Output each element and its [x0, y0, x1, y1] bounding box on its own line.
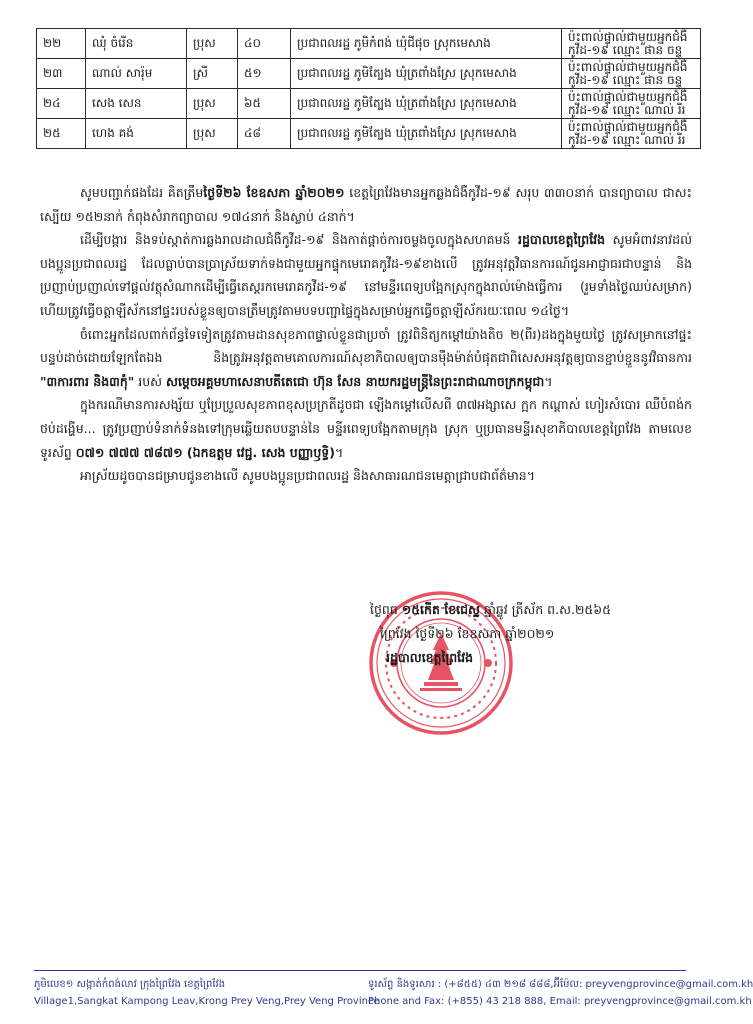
announcement-body	[40, 181, 692, 488]
contact-note-line2: កូវីដ-១៩ ឈ្មោះ ផាន ចន្ទូ	[568, 72, 683, 87]
text-run: ថ្ងៃពុធ	[370, 602, 402, 617]
patient-sex: ស្រី	[187, 59, 238, 89]
row-number: ២២	[37, 29, 86, 59]
paragraph-symptoms	[40, 393, 692, 464]
text-run: ក្នុងករណីមានការសង្ស័យ ឬប្រែប្រួលសុខភាពខុសប្រក្រតីដូចជា ឡើងកម្តៅលើសពី ៣៧អង្សាសេ ក្អក កណ្តាស់ ហៀរសំបោរ ឈឺបំពង់ក ថប់ដង្ហើម... ត្រូវប្រញាប់ទំនាក់ទំនងទៅក្រុមឆ្លើយតបបន្ទាន់នៃ មន្ទីរពេទ្យបង្អែកតាមក្រុង ស្រុក ឬប្រធានមន្ទីរសុខាភិបាលខេត្តព្រៃវែង តាមលេខទូរស័ព្ទ	[40, 397, 692, 460]
hotline-number: ០៧១ ៧៧៧ ៧៨៧១ (ឯកឧត្តម វេជ្ជ. សេង បញ្ញាឫទ្ធិ)	[75, 444, 335, 460]
text-run: ខេត្តព្រៃវែងមានអ្នកឆ្លងជំងឺកូវីដ-១៩ សរុប ៣៣០នាក់ បានព្យាបាល ជាសះស្បើយ ១៥២នាក់ កំពុងសំរាកព្យាបាល ១៧៤នាក់ និងស្លាប់ ៤នាក់។	[40, 185, 693, 224]
paragraph-measures	[40, 323, 692, 394]
table-row	[37, 29, 701, 59]
signature-block	[360, 598, 680, 670]
patient-address: ប្រជាពលរដ្ឋ ភូមិត្បែង ឃុំត្រពាំងស្រែ ស្រុកមេសាង	[291, 89, 562, 119]
prime-minister-title: សម្តេចអគ្គមហាសេនាបតីតេជោ ហ៊ុន សែន នាយករដ្ឋមន្ត្រីនៃព្រះរាជាណាចក្រកម្ពុជា	[166, 373, 545, 389]
email-link[interactable]: preyvengprovince@gmail.com.kh	[585, 979, 753, 990]
footer-contact	[368, 976, 753, 1010]
text-run: ។	[544, 373, 553, 389]
contact-note	[562, 119, 701, 149]
letterhead-footer	[34, 976, 753, 1016]
contact-note-line1: ប៉ះពាល់ផ្ទាល់ជាមួយអ្នកជំងឺ	[568, 29, 688, 44]
text-run: ដើម្បីបង្ការ និងទប់ស្កាត់ការឆ្លងរាលដាលជំងឺកូវីដ-១៩ និងកាត់ផ្តាច់ការចម្លងចូលក្នុងសហគមន៍	[80, 232, 519, 248]
patient-age: ៤០	[238, 29, 291, 59]
patient-address: ប្រជាពលរដ្ឋ ភូមិត្បែង ឃុំត្រពាំងស្រែ ស្រុកមេសាង	[291, 59, 562, 89]
contact-note	[562, 89, 701, 119]
contact-note-line2: កូវីដ-១៩ ឈ្មោះ ណាល់ រីរ	[568, 102, 686, 117]
text-run: ចំពោះអ្នកដែលពាក់ព័ន្ធទៃទៀតត្រូវតាមដានសុខភាពផ្ទាល់ខ្លួនជាប្រចាំ ត្រូវពិនិត្យកម្តៅយ៉ាងតិច ២(ពីរ)ដងក្នុងមួយថ្ងៃ ត្រូវសម្រាកនៅផ្ទះបន្ទប់ដាច់ដោយឡែកតែឯង និងត្រូវអនុវត្តតាមគោលការណ៍សុខាភិបាលឲ្យបានម៉ឺងម៉ាត់បំផុតជាពិសេសអនុវត្តឲ្យបានខ្ជាប់ខ្ជួននូវវិធានការ	[40, 326, 692, 366]
table-row	[37, 119, 701, 149]
patient-name: សេង សេន	[86, 89, 187, 119]
lunar-day: ១៥កើត ខែជេស្ឋ	[401, 602, 480, 617]
patient-name: ណាល់ សារ៉ុម	[86, 59, 187, 89]
patient-sex: ប្រុស	[187, 89, 238, 119]
patient-age: ៤៨	[238, 119, 291, 149]
summary-date: ថ្ងៃទី២៦ ខែឧសភា ឆ្នាំ២០២១	[203, 185, 345, 200]
row-number: ២៤	[37, 89, 86, 119]
patient-name: ហេង គង់	[86, 119, 187, 149]
text-run: Phone and Fax: (+855) 43 218 888, Email:	[368, 996, 584, 1007]
measures-slogan: "៣ការពារ និង៣កុំ"	[40, 373, 135, 389]
paragraph-case-summary	[40, 181, 692, 228]
text-run: របស់	[134, 373, 167, 389]
row-number: ២៥	[37, 119, 86, 149]
issue-date: ព្រៃវែង ថ្ងៃទី២៦ ខែឧសភា ឆ្នាំ២០២១	[380, 626, 555, 641]
paragraph-appeal	[40, 228, 692, 322]
contact-english	[368, 993, 753, 1010]
table-row	[37, 59, 701, 89]
paragraph-closing: អាស្រ័យដូចបានជម្រាបជូនខាងលើ សូមបងប្អូនប្រជាពលរដ្ឋ និងសាធារណជនមេត្តាជ្រាបជាព័ត៌មាន។	[80, 468, 535, 484]
text-run: ។	[334, 444, 344, 460]
row-number: ២៣	[37, 59, 86, 89]
contact-note-line2: កូវីដ-១៩ ឈ្មោះ ផាន ចន្ទូ	[568, 42, 683, 57]
contact-khmer	[368, 976, 753, 993]
patient-address: ប្រជាពលរដ្ឋ ភូមិកំពង់ ឃុំជីផុច ស្រុកមេសាង	[291, 29, 562, 59]
patient-name: ឈុំ ចំរើន	[86, 29, 187, 59]
signatory: រដ្ឋបាលខេត្តព្រៃវែង	[386, 650, 474, 665]
text-run: សូមបញ្ជាក់ផងដែរ គិតត្រឹម	[80, 185, 204, 200]
patient-sex: ប្រុស	[187, 29, 238, 59]
email-link[interactable]: preyvengprovince@gmail.com.kh	[583, 996, 752, 1007]
text-run: ឆ្នាំឆ្លូវ ត្រីស័ក ព.ស.២៥៦៥	[479, 602, 611, 617]
contact-note-line1: ប៉ះពាល់ផ្ទាល់ជាមួយអ្នកជំងឺ	[568, 59, 688, 74]
cases-table	[36, 28, 701, 149]
contact-note	[562, 29, 701, 59]
contact-note-line2: កូវីដ-១៩ ឈ្មោះ ណាល់ រីរ	[568, 132, 686, 147]
authority-name: រដ្ឋបាលខេត្តព្រៃវែង	[518, 232, 606, 248]
text-run: សូមអំពាវនាវដល់ បងប្អូនប្រជាពលរដ្ឋ ដែលធ្លាប់បានប្រាស្រ័យទាក់ទងជាមួយអ្នកផ្ទុកមេរោគកូវីដ-១៩ខាងលើ ត្រូវអនុវត្តវិធានការណ៍ជូនអាជ្ញាធរជាបន្ទាន់ និងប្រញាប់ប្រញាល់ទៅផ្តល់វត្ថុសំណាកដើម្បីធ្វើតេស្តរកមេរោគកូវីដ-១៩ នៅមន្ទីរពេទ្យបង្អែកស្រុកក្នុងរាល់ម៉ោងធ្វើការ (រួមទាំងថ្ងៃឈប់សម្រាក) ហើយត្រូវធ្វើចត្តាឡីស័កនៅផ្ទះរបស់ខ្លួនឲ្យបានត្រឹមត្រូវតាមបទបញ្ជាផ្ទៃក្នុងសម្រាប់អ្នកធ្វើចត្តាឡីស័ករយៈពេល ១៤ថ្ងៃ។	[40, 232, 692, 318]
patient-sex: ប្រុស	[187, 119, 238, 149]
contact-note-line1: ប៉ះពាល់ផ្ទាល់ជាមួយអ្នកជំងឺ	[568, 119, 688, 134]
contact-note-line1: ប៉ះពាល់ផ្ទាល់ជាមួយអ្នកជំងឺ	[568, 89, 688, 104]
table-row	[37, 89, 701, 119]
address-english: Village1,Sangkat Kampong Leav,Krong Prey Veng,Prey Veng Province	[34, 996, 380, 1007]
patient-address: ប្រជាពលរដ្ឋ ភូមិត្បែង ឃុំត្រពាំងស្រែ ស្រុកមេសាង	[291, 119, 562, 149]
footer-address	[34, 976, 380, 1010]
lunar-date	[360, 598, 680, 622]
text-run: ទូរស័ព្ទ និងទូរសារ : (+៨៥៥) ៤៣ ២១៨ ៨៨៨,អ៊ីម៉ែល:	[368, 979, 586, 990]
patient-age: ៦៥	[238, 89, 291, 119]
contact-note	[562, 59, 701, 89]
address-khmer: ភូមិលេខ១ សង្កាត់កំពង់លាវ ក្រុងព្រៃវែង ខេត្តព្រៃវែង	[34, 979, 226, 990]
footer-divider	[34, 970, 686, 971]
patient-age: ៥១	[238, 59, 291, 89]
